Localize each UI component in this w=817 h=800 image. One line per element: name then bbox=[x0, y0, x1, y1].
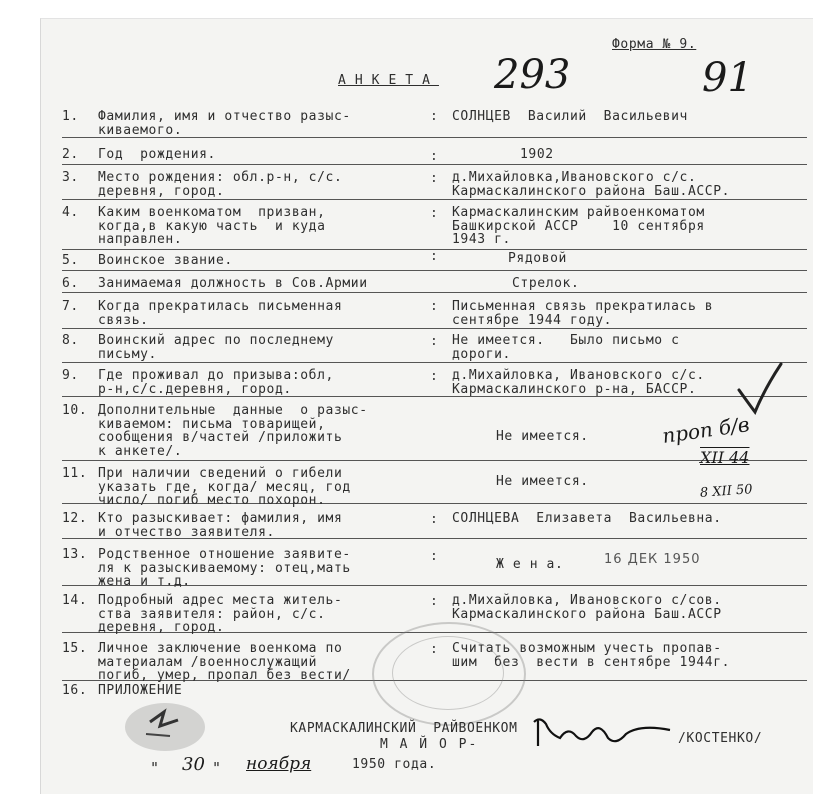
column-separator: : bbox=[430, 512, 438, 527]
date-day: 30 bbox=[182, 754, 205, 775]
round-seal-inner-icon bbox=[392, 636, 504, 710]
item-question: Место рождения: обл.р-н, с/с. деревня, город. bbox=[98, 170, 343, 199]
date-quote-close: " bbox=[212, 759, 222, 777]
smudged-seal-icon bbox=[120, 700, 210, 755]
item-question: Кто разыскивает: фамилия, имя и отчество заявителя. bbox=[98, 511, 343, 540]
column-separator: : bbox=[430, 334, 438, 349]
handwritten-number-left: 293 bbox=[494, 52, 571, 98]
item-answer: Рядовой bbox=[508, 251, 567, 266]
officer-name: /КОСТЕНКО/ bbox=[678, 731, 763, 746]
item-number: 16. bbox=[62, 683, 88, 698]
office-title: КАРМАСКАЛИНСКИЙ РАЙВОЕНКОМ bbox=[290, 721, 518, 736]
item-question: Воинский адрес по последнему письму. bbox=[98, 333, 334, 362]
item-question: Где проживал до призыва:обл, р-н,с/с.деревня, город. bbox=[98, 368, 334, 397]
row-rule bbox=[62, 460, 807, 461]
item-number: 9. bbox=[62, 368, 79, 383]
handwritten-note-missing: проп б/в bbox=[660, 412, 751, 448]
item-number: 10. bbox=[62, 403, 88, 418]
item-number: 8. bbox=[62, 333, 79, 348]
item-number: 6. bbox=[62, 276, 79, 291]
item-question: Год рождения. bbox=[98, 147, 216, 162]
item-number: 14. bbox=[62, 593, 88, 608]
item-question: Дополнительные данные о разыс- киваемом: письма товарищей, сообщения в/частей /приложить к анкете/. bbox=[98, 403, 368, 459]
row-rule bbox=[62, 249, 807, 250]
item-question: Когда прекратилась письменная связь. bbox=[98, 299, 343, 328]
item-number: 15. bbox=[62, 641, 88, 656]
row-rule bbox=[62, 362, 807, 363]
officer-signature-icon bbox=[530, 708, 680, 758]
date-quote-open: " bbox=[150, 759, 160, 777]
item-answer: СОЛНЦЕВА Елизавета Васильевна. bbox=[452, 511, 722, 526]
item-question: Личное заключение военкома по материалам /военнослужащий погиб, умер, пропал без вести/ bbox=[98, 641, 351, 683]
row-rule bbox=[62, 270, 807, 271]
item-number: 12. bbox=[62, 511, 88, 526]
date-month: ноября bbox=[246, 754, 312, 774]
item-number: 1. bbox=[62, 109, 79, 124]
row-rule bbox=[62, 199, 807, 200]
item-question: ПРИЛОЖЕНИЕ bbox=[98, 683, 183, 698]
handwritten-note-date-2: 8 XII 50 bbox=[699, 482, 754, 501]
column-separator: : bbox=[430, 369, 438, 384]
item-question: Каким военкоматом призван, когда,в какую часть и куда направлен. bbox=[98, 205, 326, 247]
item-answer: Не имеется. bbox=[496, 429, 589, 444]
item-question: Воинское звание. bbox=[98, 253, 233, 268]
column-separator: : bbox=[430, 249, 438, 264]
item-question: Родственное отношение заявите- ля к разыскиваемому: отец,мать жена и т.д. bbox=[98, 547, 351, 589]
item-answer: СОЛНЦЕВ Василий Васильевич bbox=[452, 109, 688, 124]
item-number: 13. bbox=[62, 547, 88, 562]
item-number: 3. bbox=[62, 170, 79, 185]
form-label: Форма № 9. bbox=[612, 37, 697, 52]
row-rule bbox=[62, 164, 807, 165]
column-separator: : bbox=[430, 149, 438, 164]
item-answer: д.Михайловка,Ивановского с/с. Кармаскалинского района Баш.АССР. bbox=[452, 170, 731, 199]
date-year: 1950 года. bbox=[352, 757, 437, 772]
handwritten-number-right: 91 bbox=[702, 55, 753, 101]
item-answer: Стрелок. bbox=[512, 276, 580, 291]
page-title: АНКЕТА bbox=[338, 73, 439, 88]
item-question: Фамилия, имя и отчество разыс- киваемого. bbox=[98, 109, 351, 138]
item-answer: Не имеется. bbox=[496, 474, 589, 489]
item-number: 11. bbox=[62, 466, 88, 481]
item-number: 4. bbox=[62, 205, 79, 220]
item-answer: д.Михайловка, Ивановского с/с. Кармаскалинского р-на, БАССР. bbox=[452, 368, 705, 397]
item-answer: Письменная связь прекратилась в сентябре 1944 году. bbox=[452, 299, 714, 328]
item-answer: Ж е н а. bbox=[496, 557, 564, 572]
item-number: 5. bbox=[62, 253, 79, 268]
column-separator: : bbox=[430, 549, 438, 564]
column-separator: : bbox=[430, 171, 438, 186]
handwritten-note-date: XII 44 bbox=[700, 448, 750, 467]
row-rule bbox=[62, 328, 807, 329]
item-number: 7. bbox=[62, 299, 79, 314]
checkmark-icon bbox=[735, 360, 785, 420]
received-date-stamp: 16 ДЕК 1950 bbox=[604, 552, 701, 567]
officer-rank: М А Й О Р- bbox=[380, 737, 479, 752]
row-rule bbox=[62, 292, 807, 293]
column-separator: : bbox=[430, 299, 438, 314]
item-answer: Считать возможным учесть пропав- шим без вести в сентябре 1944г. bbox=[452, 641, 731, 670]
item-number: 2. bbox=[62, 147, 79, 162]
item-answer: 1902 bbox=[520, 147, 554, 162]
item-answer: Кармаскалинским райвоенкоматом Башкирской АССР 10 сентября 1943 г. bbox=[452, 205, 705, 247]
item-question: Подробный адрес места житель- ства заявителя: район, с/с. деревня, город. bbox=[98, 593, 343, 635]
column-separator: : bbox=[430, 109, 438, 124]
column-separator: : bbox=[430, 642, 438, 657]
column-separator: : bbox=[430, 206, 438, 221]
column-separator: : bbox=[430, 594, 438, 609]
item-question: Занимаемая должность в Сов.Армии bbox=[98, 276, 368, 291]
item-answer: Не имеется. Было письмо с дороги. bbox=[452, 333, 680, 362]
item-answer: д.Михайловка, Ивановского с/сов. Кармаскалинского района Баш.АССР bbox=[452, 593, 722, 622]
item-question: При наличии сведений о гибели указать где, когда/ месяц, год число/ погиб место похорон. bbox=[98, 466, 351, 508]
